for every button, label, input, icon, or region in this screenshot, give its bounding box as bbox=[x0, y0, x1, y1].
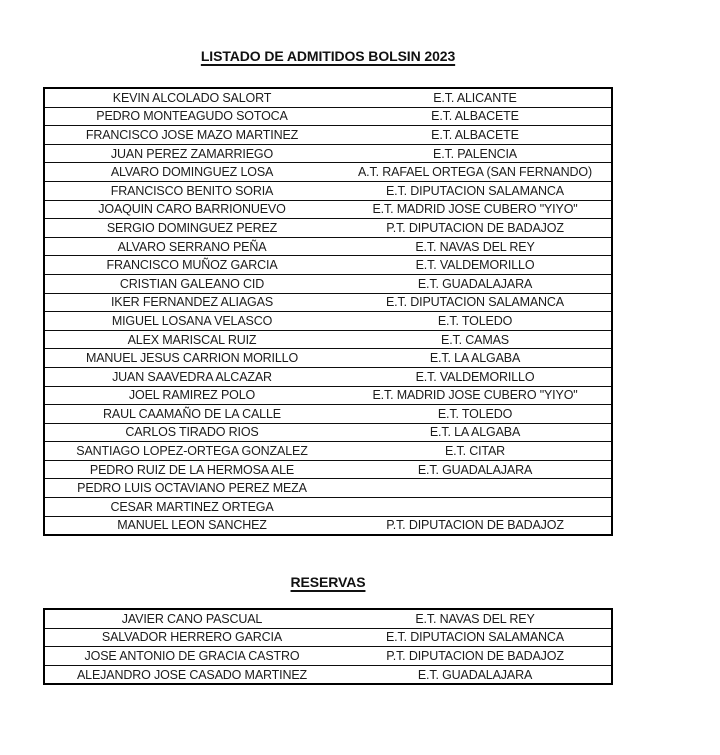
name-cell: SERGIO DOMINGUEZ PEREZ bbox=[44, 219, 339, 238]
name-cell: FRANCISCO MUÑOZ GARCIA bbox=[44, 256, 339, 275]
name-cell: IKER FERNANDEZ ALIAGAS bbox=[44, 293, 339, 312]
institution-cell: E.T. GUADALAJARA bbox=[339, 274, 612, 293]
institution-cell: E.T. MADRID JOSE CUBERO "YIYO" bbox=[339, 200, 612, 219]
name-cell: SALVADOR HERRERO GARCIA bbox=[44, 628, 339, 647]
institution-cell: E.T. NAVAS DEL REY bbox=[339, 609, 612, 628]
name-cell: JOSE ANTONIO DE GRACIA CASTRO bbox=[44, 647, 339, 666]
table-row bbox=[44, 349, 612, 368]
name-cell: MANUEL LEON SANCHEZ bbox=[44, 516, 339, 535]
table-row bbox=[44, 405, 612, 424]
table-row bbox=[44, 665, 612, 684]
table-row bbox=[44, 516, 612, 535]
document-title: LISTADO DE ADMITIDOS BOLSIN 2023 bbox=[200, 48, 456, 64]
institution-cell bbox=[339, 498, 612, 517]
name-cell: JOEL RAMIREZ POLO bbox=[44, 386, 339, 405]
institution-cell: E.T. NAVAS DEL REY bbox=[339, 237, 612, 256]
name-cell: KEVIN ALCOLADO SALORT bbox=[44, 88, 339, 107]
table-row bbox=[44, 367, 612, 386]
table-row bbox=[44, 460, 612, 479]
table-row bbox=[44, 293, 612, 312]
institution-cell: E.T. ALICANTE bbox=[339, 88, 612, 107]
institution-cell: E.T. DIPUTACION SALAMANCA bbox=[339, 181, 612, 200]
name-cell: JUAN SAAVEDRA ALCAZAR bbox=[44, 367, 339, 386]
table-row bbox=[44, 386, 612, 405]
table-row bbox=[44, 181, 612, 200]
institution-cell: E.T. TOLEDO bbox=[339, 312, 612, 331]
institution-cell: E.T. TOLEDO bbox=[339, 405, 612, 424]
table-row bbox=[44, 219, 612, 238]
name-cell: CARLOS TIRADO RIOS bbox=[44, 423, 339, 442]
institution-cell: E.T. CAMAS bbox=[339, 330, 612, 349]
table-row bbox=[44, 163, 612, 182]
reserves-table-body bbox=[44, 609, 612, 684]
name-cell: PEDRO MONTEAGUDO SOTOCA bbox=[44, 107, 339, 126]
name-cell: CRISTIAN GALEANO CID bbox=[44, 274, 339, 293]
table-row bbox=[44, 200, 612, 219]
name-cell: FRANCISCO JOSE MAZO MARTINEZ bbox=[44, 126, 339, 145]
name-cell: ALVARO DOMINGUEZ LOSA bbox=[44, 163, 339, 182]
institution-cell: E.T. DIPUTACION SALAMANCA bbox=[339, 293, 612, 312]
institution-cell: E.T. MADRID JOSE CUBERO "YIYO" bbox=[339, 386, 612, 405]
reserves-heading: RESERVAS bbox=[290, 574, 366, 590]
table-row bbox=[44, 647, 612, 666]
name-cell: MIGUEL LOSANA VELASCO bbox=[44, 312, 339, 331]
table-row bbox=[44, 423, 612, 442]
name-cell: ALEJANDRO JOSE CASADO MARTINEZ bbox=[44, 665, 339, 684]
institution-cell: P.T. DIPUTACION DE BADAJOZ bbox=[339, 647, 612, 666]
institution-cell: E.T. DIPUTACION SALAMANCA bbox=[339, 628, 612, 647]
name-cell: MANUEL JESUS CARRION MORILLO bbox=[44, 349, 339, 368]
name-cell: JOAQUIN CARO BARRIONUEVO bbox=[44, 200, 339, 219]
table-row bbox=[44, 609, 612, 628]
institution-cell: P.T. DIPUTACION DE BADAJOZ bbox=[339, 219, 612, 238]
name-cell: PEDRO RUIZ DE LA HERMOSA ALE bbox=[44, 460, 339, 479]
admitted-table bbox=[43, 87, 613, 536]
table-row bbox=[44, 107, 612, 126]
institution-cell bbox=[339, 479, 612, 498]
name-cell: ALEX MARISCAL RUIZ bbox=[44, 330, 339, 349]
reserves-table bbox=[43, 608, 613, 685]
table-row bbox=[44, 144, 612, 163]
institution-cell: E.T. ALBACETE bbox=[339, 126, 612, 145]
table-row bbox=[44, 330, 612, 349]
name-cell: JUAN PEREZ ZAMARRIEGO bbox=[44, 144, 339, 163]
institution-cell: E.T. PALENCIA bbox=[339, 144, 612, 163]
institution-cell: E.T. GUADALAJARA bbox=[339, 460, 612, 479]
admitted-table-body bbox=[44, 88, 612, 535]
table-row bbox=[44, 479, 612, 498]
name-cell: FRANCISCO BENITO SORIA bbox=[44, 181, 339, 200]
table-row bbox=[44, 498, 612, 517]
name-cell: RAUL CAAMAÑO DE LA CALLE bbox=[44, 405, 339, 424]
institution-cell: E.T. LA ALGABA bbox=[339, 349, 612, 368]
institution-cell: E.T. CITAR bbox=[339, 442, 612, 461]
name-cell: CESAR MARTINEZ ORTEGA bbox=[44, 498, 339, 517]
table-row bbox=[44, 126, 612, 145]
table-row bbox=[44, 237, 612, 256]
institution-cell: P.T. DIPUTACION DE BADAJOZ bbox=[339, 516, 612, 535]
institution-cell: A.T. RAFAEL ORTEGA (SAN FERNANDO) bbox=[339, 163, 612, 182]
table-row bbox=[44, 274, 612, 293]
institution-cell: E.T. VALDEMORILLO bbox=[339, 256, 612, 275]
name-cell: ALVARO SERRANO PEÑA bbox=[44, 237, 339, 256]
institution-cell: E.T. LA ALGABA bbox=[339, 423, 612, 442]
name-cell: SANTIAGO LOPEZ-ORTEGA GONZALEZ bbox=[44, 442, 339, 461]
institution-cell: E.T. VALDEMORILLO bbox=[339, 367, 612, 386]
table-row bbox=[44, 442, 612, 461]
table-row bbox=[44, 256, 612, 275]
table-row bbox=[44, 88, 612, 107]
table-row bbox=[44, 312, 612, 331]
name-cell: PEDRO LUIS OCTAVIANO PEREZ MEZA bbox=[44, 479, 339, 498]
institution-cell: E.T. GUADALAJARA bbox=[339, 665, 612, 684]
name-cell: JAVIER CANO PASCUAL bbox=[44, 609, 339, 628]
table-row bbox=[44, 628, 612, 647]
institution-cell: E.T. ALBACETE bbox=[339, 107, 612, 126]
